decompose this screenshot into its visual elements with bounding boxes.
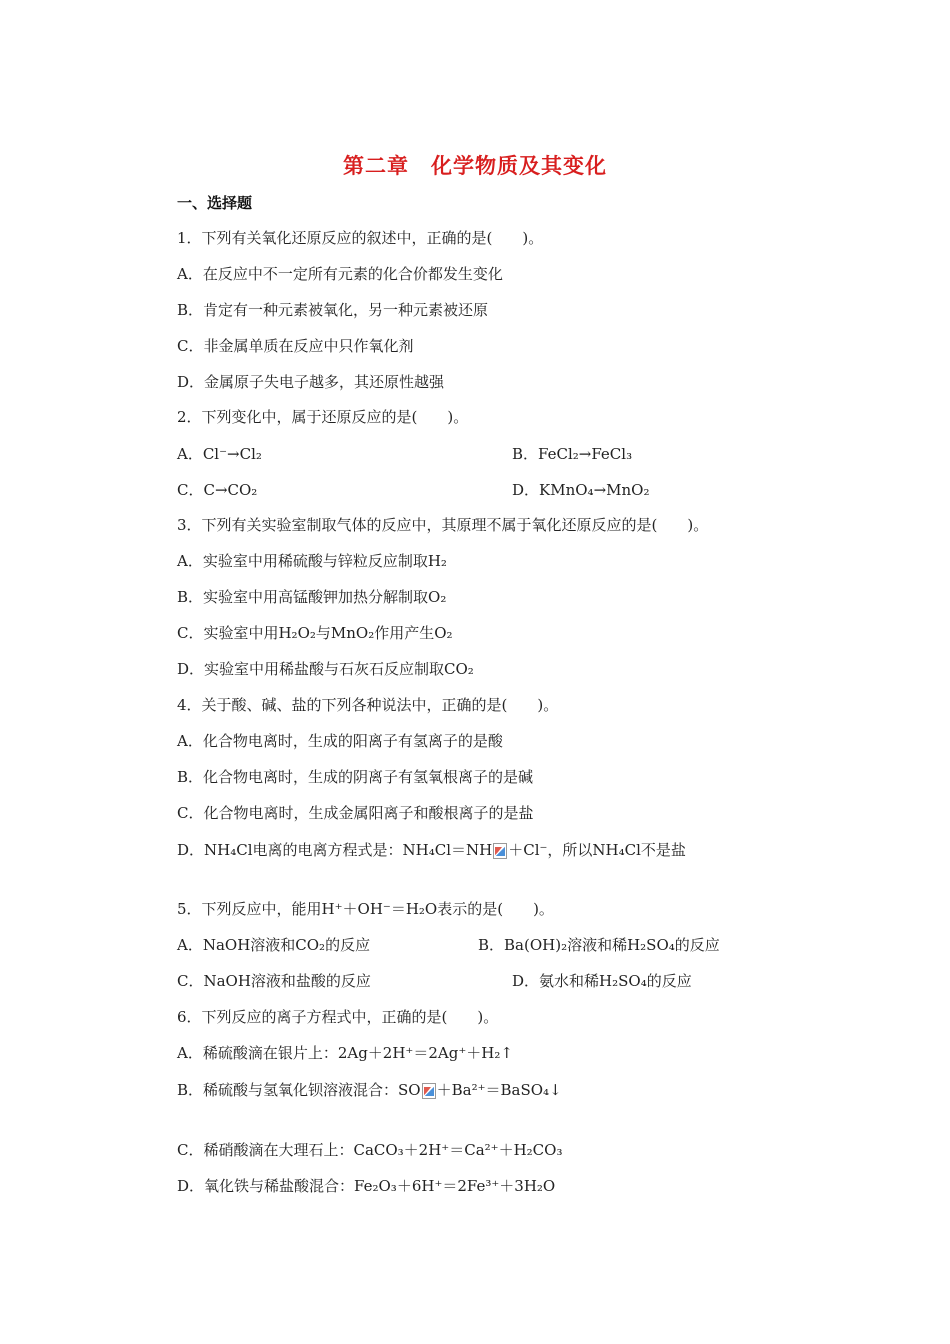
option-6a: A．稀硫酸滴在银片上：2Ag＋2H⁺＝2Ag⁺＋H₂↑ xyxy=(177,1044,513,1062)
option-1a: A．在反应中不一定所有元素的化合价都发生变化 xyxy=(177,265,503,283)
question-2: 2．下列变化中，属于还原反应的是( )。 xyxy=(177,408,469,426)
question-3: 3．下列有关实验室制取气体的反应中，其原理不属于氧化还原反应的是( )。 xyxy=(177,516,709,534)
option-6b-text-start: B．稀硫酸与氢氧化钡溶液混合：SO xyxy=(177,1081,421,1099)
option-2b: B．FeCl₂→FeCl₃ xyxy=(512,445,633,463)
option-2c: C．C→CO₂ xyxy=(177,481,258,499)
option-6b xyxy=(177,1080,562,1101)
option-5b: B．Ba(OH)₂溶液和稀H₂SO₄的反应 xyxy=(478,936,720,954)
broken-image-icon xyxy=(422,1081,436,1101)
option-3a: A．实验室中用稀硫酸与锌粒反应制取H₂ xyxy=(177,552,447,570)
option-4d-text-end: ＋Cl⁻，所以NH₄Cl不是盐 xyxy=(508,841,686,859)
option-4d xyxy=(177,840,686,861)
option-5a: A．NaOH溶液和CO₂的反应 xyxy=(177,936,371,954)
option-6d: D．氧化铁与稀盐酸混合：Fe₂O₃＋6H⁺＝2Fe³⁺＋3H₂O xyxy=(177,1177,556,1195)
option-4c: C．化合物电离时，生成金属阳离子和酸根离子的是盐 xyxy=(177,804,534,822)
option-5c: C．NaOH溶液和盐酸的反应 xyxy=(177,972,371,990)
option-1c: C．非金属单质在反应中只作氧化剂 xyxy=(177,337,414,355)
question-5: 5．下列反应中，能用H⁺＋OH⁻＝H₂O表示的是( )。 xyxy=(177,900,554,918)
question-6: 6．下列反应的离子方程式中，正确的是( )。 xyxy=(177,1008,499,1026)
section-heading: 一、选择题 xyxy=(177,194,253,212)
option-3d: D．实验室中用稀盐酸与石灰石反应制取CO₂ xyxy=(177,660,474,678)
option-6b-text-end: ＋Ba²⁺＝BaSO₄↓ xyxy=(436,1081,562,1099)
question-1: 1．下列有关氧化还原反应的叙述中，正确的是( )。 xyxy=(177,229,544,247)
option-5d: D．氨水和稀H₂SO₄的反应 xyxy=(512,972,692,990)
broken-image-icon xyxy=(493,841,507,861)
option-4d-text-start: D．NH₄Cl电离的电离方程式是：NH₄Cl＝NH xyxy=(177,841,493,859)
page-title: 第二章 化学物质及其变化 xyxy=(343,154,607,178)
option-3c: C．实验室中用H₂O₂与MnO₂作用产生O₂ xyxy=(177,624,453,642)
option-4a: A．化合物电离时，生成的阳离子有氢离子的是酸 xyxy=(177,732,503,750)
option-2a: A．Cl⁻→Cl₂ xyxy=(177,445,262,463)
option-4b: B．化合物电离时，生成的阴离子有氢氧根离子的是碱 xyxy=(177,768,534,786)
option-3b: B．实验室中用高锰酸钾加热分解制取O₂ xyxy=(177,588,447,606)
option-1b: B．肯定有一种元素被氧化，另一种元素被还原 xyxy=(177,301,489,319)
option-6c: C．稀硝酸滴在大理石上：CaCO₃＋2H⁺＝Ca²⁺＋H₂CO₃ xyxy=(177,1141,563,1159)
option-2d: D．KMnO₄→MnO₂ xyxy=(512,481,650,499)
question-4: 4．关于酸、碱、盐的下列各种说法中，正确的是( )。 xyxy=(177,696,559,714)
option-1d: D．金属原子失电子越多，其还原性越强 xyxy=(177,373,445,391)
